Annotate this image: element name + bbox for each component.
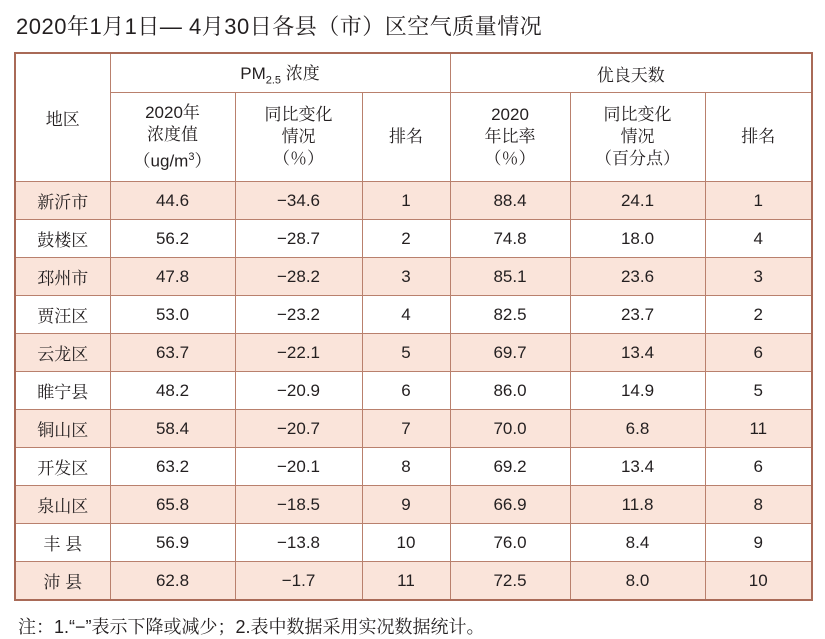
cell-days-rate: 85.1: [450, 258, 570, 296]
cell-pm25-change: −1.7: [235, 562, 362, 601]
cell-days-rank: 4: [705, 220, 812, 258]
header-days-rank: 排名: [705, 93, 812, 182]
cell-region: 铜山区: [15, 410, 110, 448]
cell-days-rate: 88.4: [450, 182, 570, 220]
cell-days-change: 8.0: [570, 562, 705, 601]
cell-region: 泉山区: [15, 486, 110, 524]
table-row: [15, 372, 812, 410]
header-days-change-l3: （百分点）: [595, 149, 680, 168]
air-quality-table: [14, 52, 813, 601]
cell-days-rate: 76.0: [450, 524, 570, 562]
cell-days-rate: 70.0: [450, 410, 570, 448]
table-row: [15, 258, 812, 296]
cell-days-rank: 3: [705, 258, 812, 296]
cell-days-rate: 69.7: [450, 334, 570, 372]
cell-pm25-rank: 9: [362, 486, 450, 524]
cell-days-change: 18.0: [570, 220, 705, 258]
header-pm25-sub: 2.5: [265, 74, 282, 87]
cell-days-rate: 86.0: [450, 372, 570, 410]
table-row: [15, 448, 812, 486]
cell-days-rank: 2: [705, 296, 812, 334]
table-row: [15, 410, 812, 448]
unit-close: ）: [194, 151, 212, 171]
cell-pm25-change: −20.9: [235, 372, 362, 410]
header-days-rate-l2: 年比率: [484, 127, 536, 146]
cell-region: 开发区: [15, 448, 110, 486]
table-row: [15, 334, 812, 372]
cell-days-rate: 69.2: [450, 448, 570, 486]
cell-days-rank: 11: [705, 410, 812, 448]
header-pm25-value: [110, 93, 235, 182]
cell-days-rate: 74.8: [450, 220, 570, 258]
header-days-change-l1: 同比变化: [603, 105, 672, 124]
header-pm25-value-l2: 浓度值: [147, 124, 198, 144]
header-days-rate-l3: （％）: [484, 149, 536, 168]
cell-region: 睢宁县: [15, 372, 110, 410]
header-pm25-tail: 浓度: [281, 64, 320, 84]
cell-region: 贾汪区: [15, 296, 110, 334]
header-pm25-change-l2: 情况: [281, 127, 316, 146]
table-footnote: 注：1.“−”表示下降或减少；2.表中数据采用实况数据统计。: [18, 617, 485, 637]
table-row: [15, 524, 812, 562]
cell-days-change: 6.8: [570, 410, 705, 448]
cell-days-rate: 66.9: [450, 486, 570, 524]
page-title: 2020年1月1日— 4月30日各县（市）区空气质量情况: [16, 14, 543, 39]
cell-pm25-rank: 10: [362, 524, 450, 562]
cell-pm25-rank: 3: [362, 258, 450, 296]
cell-pm25-change: −23.2: [235, 296, 362, 334]
header-pm25-value-unit: [111, 146, 235, 173]
header-pm25-change-l3: （％）: [273, 149, 324, 168]
header-row-groups: [15, 53, 812, 93]
cell-pm25-value: 63.7: [110, 334, 235, 372]
cell-pm25-rank: 11: [362, 562, 450, 601]
cell-pm25-change: −22.1: [235, 334, 362, 372]
cell-pm25-change: −20.7: [235, 410, 362, 448]
cell-pm25-change: −28.2: [235, 258, 362, 296]
table-row: [15, 296, 812, 334]
header-good-days-group: 优良天数: [450, 53, 812, 93]
cell-pm25-change: −20.1: [235, 448, 362, 486]
header-pm25-change: [235, 93, 362, 182]
header-region: 地区: [15, 53, 110, 182]
cell-pm25-rank: 4: [362, 296, 450, 334]
cell-pm25-rank: 1: [362, 182, 450, 220]
cell-region: 沛 县: [15, 562, 110, 601]
header-pm25-value-l1: 2020年: [145, 102, 200, 122]
cell-pm25-value: 48.2: [110, 372, 235, 410]
cell-pm25-value: 65.8: [110, 486, 235, 524]
cell-days-change: 23.7: [570, 296, 705, 334]
header-days-change: [570, 93, 705, 182]
cell-days-rank: 1: [705, 182, 812, 220]
cell-days-rank: 9: [705, 524, 812, 562]
cell-region: 新沂市: [15, 182, 110, 220]
cell-days-rank: 8: [705, 486, 812, 524]
cell-days-change: 23.6: [570, 258, 705, 296]
cell-pm25-value: 62.8: [110, 562, 235, 601]
table-row: [15, 486, 812, 524]
cell-days-rate: 82.5: [450, 296, 570, 334]
cell-days-rank: 6: [705, 448, 812, 486]
cell-region: 鼓楼区: [15, 220, 110, 258]
cell-days-rank: 5: [705, 372, 812, 410]
unit-base: （ug/m: [133, 151, 189, 171]
table-row: [15, 220, 812, 258]
cell-pm25-change: −13.8: [235, 524, 362, 562]
cell-pm25-rank: 7: [362, 410, 450, 448]
cell-days-rank: 6: [705, 334, 812, 372]
header-days-rate-l1: 2020: [491, 105, 529, 124]
cell-days-rate: 72.5: [450, 562, 570, 601]
cell-pm25-rank: 5: [362, 334, 450, 372]
cell-pm25-value: 44.6: [110, 182, 235, 220]
cell-days-change: 11.8: [570, 486, 705, 524]
cell-days-change: 24.1: [570, 182, 705, 220]
cell-pm25-rank: 2: [362, 220, 450, 258]
cell-pm25-change: −34.6: [235, 182, 362, 220]
cell-pm25-change: −28.7: [235, 220, 362, 258]
header-pm25-rank: 排名: [362, 93, 450, 182]
unit-sup: 3: [188, 150, 195, 163]
cell-pm25-value: 56.9: [110, 524, 235, 562]
cell-region: 云龙区: [15, 334, 110, 372]
table-row: [15, 562, 812, 601]
header-days-change-l2: 情况: [620, 127, 655, 146]
table-header: [15, 53, 812, 182]
cell-days-rank: 10: [705, 562, 812, 601]
header-days-rate: [450, 93, 570, 182]
cell-pm25-value: 53.0: [110, 296, 235, 334]
cell-region: 邳州市: [15, 258, 110, 296]
cell-days-change: 8.4: [570, 524, 705, 562]
table-body: [15, 182, 812, 601]
cell-pm25-change: −18.5: [235, 486, 362, 524]
header-row-columns: [15, 93, 812, 182]
cell-pm25-rank: 8: [362, 448, 450, 486]
cell-pm25-value: 63.2: [110, 448, 235, 486]
cell-region: 丰 县: [15, 524, 110, 562]
cell-pm25-value: 47.8: [110, 258, 235, 296]
table-row: [15, 182, 812, 220]
cell-days-change: 13.4: [570, 334, 705, 372]
header-pm25-group: [110, 53, 450, 93]
header-pm25-change-l1: 同比变化: [264, 105, 333, 124]
cell-pm25-value: 56.2: [110, 220, 235, 258]
header-pm25-main: PM: [240, 64, 266, 84]
cell-days-change: 14.9: [570, 372, 705, 410]
cell-pm25-rank: 6: [362, 372, 450, 410]
cell-days-change: 13.4: [570, 448, 705, 486]
cell-pm25-value: 58.4: [110, 410, 235, 448]
